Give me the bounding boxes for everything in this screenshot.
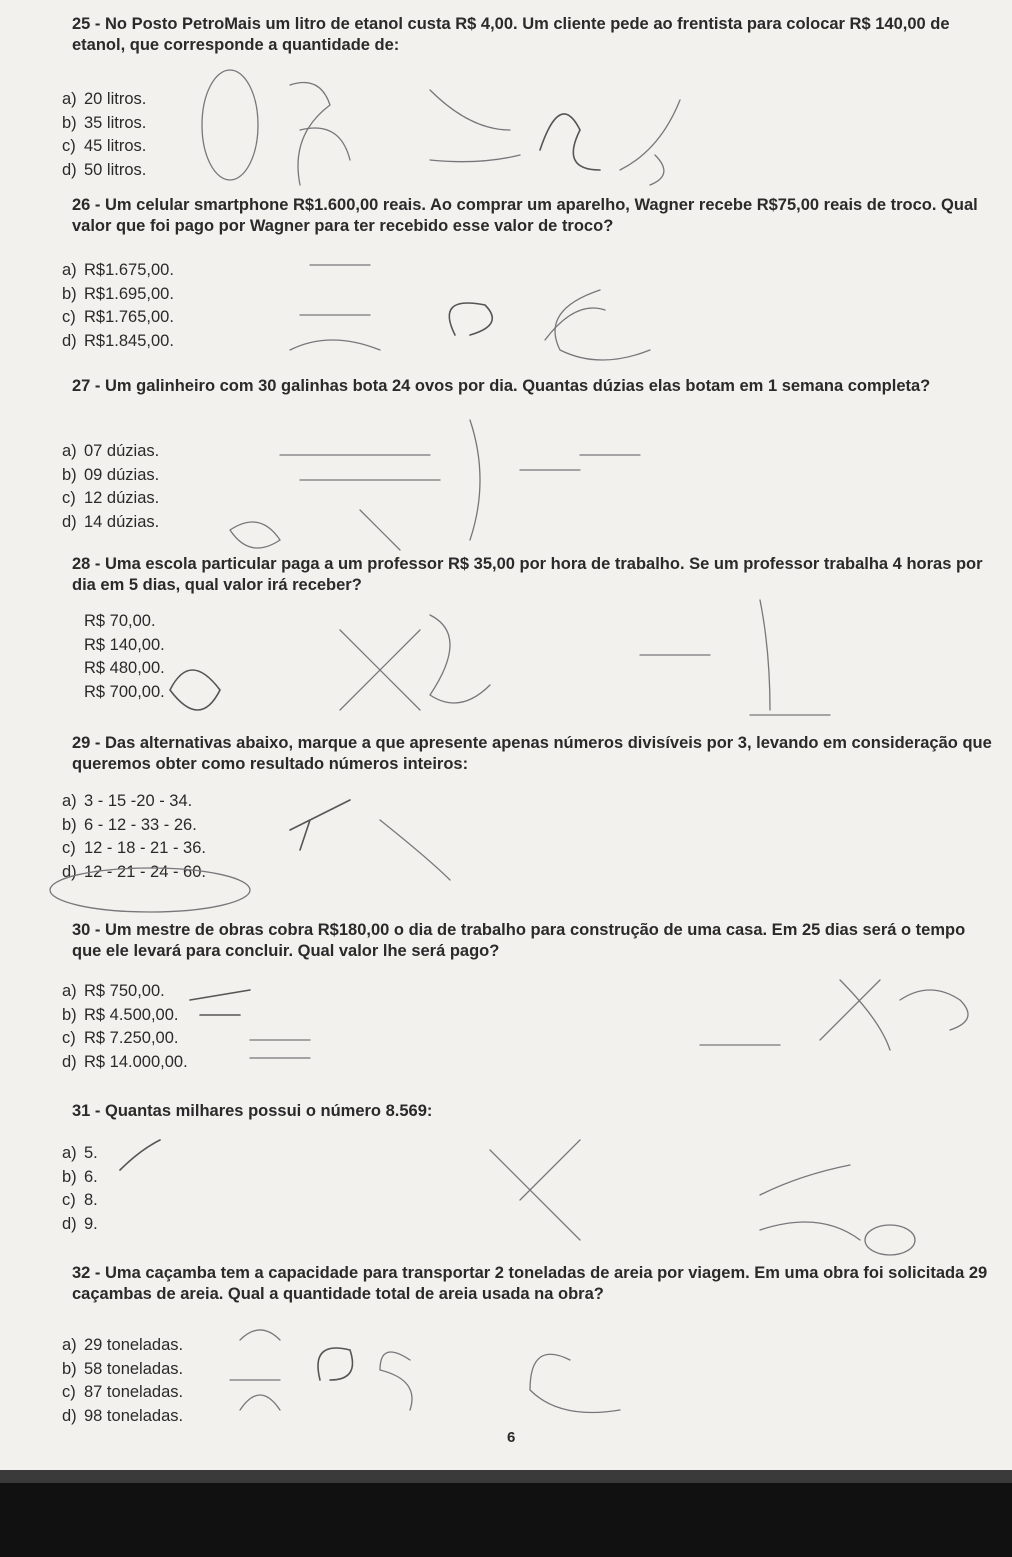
option[interactable]: b) 58 toneladas. xyxy=(62,1359,184,1378)
option[interactable]: b) R$1.695,00. xyxy=(62,284,174,303)
scribble xyxy=(340,630,420,710)
scribble xyxy=(430,155,520,162)
scribble xyxy=(555,290,650,360)
scribble xyxy=(490,1140,580,1240)
option[interactable]: d) 9. xyxy=(62,1214,98,1233)
scribble xyxy=(820,980,890,1050)
question-29: 29 - Das alternativas abaixo, marque a que apresente apenas números divisíveis por 3, levando em consideração que queremos obter como resultado números inteiros: xyxy=(72,734,992,773)
option[interactable]: c) 12 - 18 - 21 - 36. xyxy=(62,839,206,858)
question-26: 26 - Um celular smartphone R$1.600,00 reais. Ao comprar um aparelho, Wagner recebe R$75,00 reais de troco. Qual valor que foi pago por Wagner para ter recebido esse valor de troco? xyxy=(72,196,978,235)
option[interactable]: a) 29 toneladas. xyxy=(62,1336,184,1354)
option[interactable]: d) R$ 14.000,00. xyxy=(62,1052,188,1071)
question-27: 27 - Um galinheiro com 30 galinhas bota 24 ovos por dia. Quantas dúzias elas botam em 1 semana completa? xyxy=(72,377,931,395)
option[interactable]: b) 09 dúzias. xyxy=(62,465,160,484)
page-number: 6 xyxy=(507,1429,516,1446)
scribble xyxy=(865,1225,915,1255)
option[interactable]: b) 6 - 12 - 33 - 26. xyxy=(62,815,197,834)
question-28: 28 - Uma escola particular paga a um professor R$ 35,00 por hora de trabalho. Se um professor trabalha 4 horas por dia em 5 dias, qual valor irá receber? xyxy=(72,555,983,594)
question-27-options xyxy=(62,440,282,534)
scribble xyxy=(449,303,492,335)
scribble xyxy=(430,615,490,703)
question-32: 32 - Uma caçamba tem a capacidade para transportar 2 toneladas de areia por viagem. Em uma obra foi solicitada 29 caçambas de areia. Qual a quantidade total de areia usada na obra? xyxy=(72,1264,988,1303)
option[interactable]: c) 8. xyxy=(62,1191,98,1210)
option[interactable]: R$ 70,00. xyxy=(84,612,156,630)
question-25-options xyxy=(62,88,282,182)
option[interactable]: R$ 480,00. xyxy=(84,659,165,678)
scribble xyxy=(300,128,350,160)
option[interactable]: a) 5. xyxy=(62,1144,98,1162)
scribble xyxy=(545,308,605,340)
scribble xyxy=(530,1354,620,1412)
scribble xyxy=(470,420,480,540)
option[interactable]: d) 12 - 21 - 24 - 60. xyxy=(62,862,206,881)
scribble xyxy=(318,1348,353,1380)
scribble xyxy=(380,820,450,880)
option[interactable]: c) 45 litros. xyxy=(62,137,147,156)
option[interactable]: b) 6. xyxy=(62,1167,98,1186)
option[interactable]: c) 12 dúzias. xyxy=(62,489,160,508)
option[interactable]: R$ 700,00. xyxy=(84,682,165,701)
scribble xyxy=(750,600,830,715)
option[interactable]: d) 14 dúzias. xyxy=(62,512,160,531)
option[interactable]: d) R$1.845,00. xyxy=(62,331,174,350)
scribble xyxy=(900,990,968,1030)
scribble xyxy=(760,1165,860,1240)
scribble xyxy=(280,455,440,480)
scribble xyxy=(620,100,680,170)
scribble xyxy=(380,1352,412,1410)
option[interactable]: a) 20 litros. xyxy=(62,90,147,108)
scribble xyxy=(290,83,330,186)
scribble xyxy=(290,800,350,850)
question-30-options xyxy=(62,980,282,1074)
option[interactable]: c) R$1.765,00. xyxy=(62,308,174,327)
option[interactable]: d) 98 toneladas. xyxy=(62,1406,184,1425)
option[interactable]: a) R$1.675,00. xyxy=(62,261,174,279)
question-32-options xyxy=(62,1334,282,1428)
scribble xyxy=(540,114,600,170)
scribble xyxy=(520,455,640,470)
option[interactable]: c) R$ 7.250,00. xyxy=(62,1029,179,1048)
scribble xyxy=(360,510,400,550)
option[interactable]: c) 87 toneladas. xyxy=(62,1383,184,1402)
option[interactable]: b) 35 litros. xyxy=(62,113,147,132)
option[interactable]: a) R$ 750,00. xyxy=(62,982,165,1000)
question-26-options xyxy=(62,259,282,353)
scribble xyxy=(290,265,380,350)
question-31-options xyxy=(62,1142,282,1236)
scribble xyxy=(430,90,510,130)
option[interactable]: R$ 140,00. xyxy=(84,635,165,654)
option[interactable]: d) 50 litros. xyxy=(62,160,147,179)
option[interactable]: a) 3 - 15 -20 - 34. xyxy=(62,792,193,810)
option[interactable]: a) 07 dúzias. xyxy=(62,442,160,460)
question-31: 31 - Quantas milhares possui o número 8.569: xyxy=(72,1102,433,1120)
option[interactable]: b) R$ 4.500,00. xyxy=(62,1005,179,1024)
question-25: 25 - No Posto PetroMais um litro de etanol custa R$ 4,00. Um cliente pede ao frentista para colocar R$ 140,00 de etanol, que corresponde a quantidade de: xyxy=(72,15,950,54)
question-30: 30 - Um mestre de obras cobra R$180,00 o dia de trabalho para construção de uma casa. Em 25 dias será o tempo que ele levará para concluir. Qual valor lhe será pago? xyxy=(72,921,966,960)
question-28-options xyxy=(62,610,282,704)
question-29-options xyxy=(62,790,282,884)
table-edge xyxy=(0,1483,1012,1557)
scribble xyxy=(650,155,664,185)
